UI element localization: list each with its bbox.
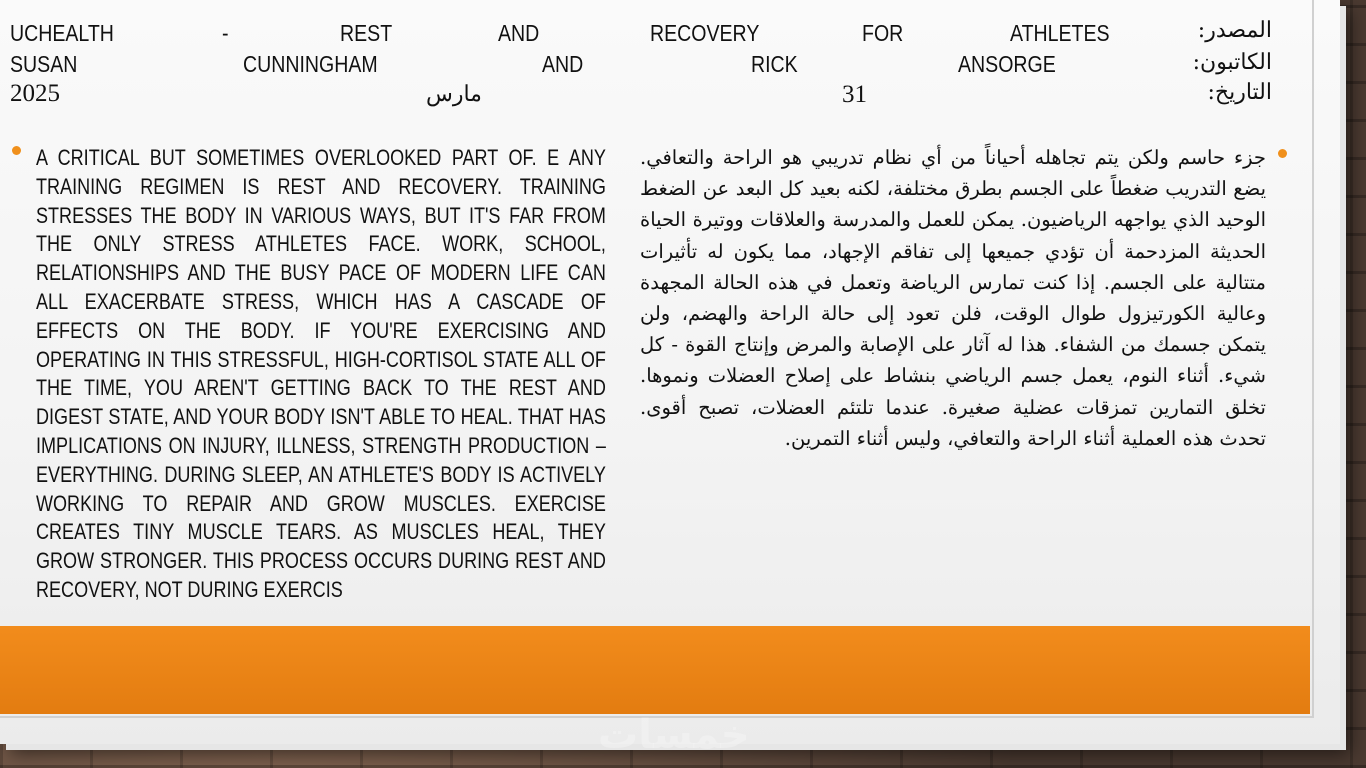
watermark-logo: خمسات (598, 712, 750, 758)
source-word: REST (340, 20, 393, 46)
source-word: - (222, 20, 229, 46)
author-word: CUNNINGHAM (243, 51, 378, 77)
date-day: 31 (842, 81, 867, 108)
english-text: A CRITICAL BUT SOMETIMES OVERLOOKED PART OF. E ANY TRAINING REGIMEN IS REST AND RECOVERY. TRAINING STRESSES THE BODY IN VARIOUS WAYS, BUT IT'S FAR FROM THE ONLY STRESS ATHLETES FACE. WORK, SCHOOL, RELATIONSHIPS AND THE BUSY PACE OF MODERN LIFE CAN ALL EXACERBATE STRESS, WHICH HAS A CASCADE OF EFFECTS ON THE BODY. IF YOU'RE EXERCISING AND OPERATING IN THIS STRESSFUL, HIGH-CORTISOL STATE ALL OF THE TIME, YOU AREN'T GETTING BACK TO THE REST AND DIGEST STATE, AND YOUR BODY ISN'T ABLE TO HEAL. THAT HAS IMPLICATIONS ON INJURY, ILLNESS, STRENGTH PRODUCTION – EVERYTHING. DURING SLEEP, AN ATHLETE'S BODY IS ACTIVELY WORKING TO REPAIR AND GROW MUSCLES. EXERCISE CREATES TINY MUSCLE TEARS. AS MUSCLES HEAL, THEY GROW STRONGER. THIS PROCESS OCCURS DURING REST AND RECOVERY, NOT DURING EXERCIS (36, 145, 606, 602)
source-word: RECOVERY (650, 20, 760, 46)
source-word: FOR (862, 20, 904, 46)
bullet-icon (1278, 149, 1287, 158)
orange-footer-band (0, 626, 1310, 714)
date-label: التاريخ: (1207, 80, 1272, 105)
author-word: RICK (751, 51, 798, 77)
author-word: ANSORGE (958, 51, 1056, 77)
source-label: المصدر: (1197, 18, 1272, 43)
source-word: UCHEALTH (10, 20, 114, 46)
author-word: AND (542, 51, 584, 77)
author-word: SUSAN (10, 51, 78, 77)
arabic-paragraph: جزء حاسم ولكن يتم تجاهله أحياناً من أي نظام تدريبي هو الراحة والتعافي. يضع التدريب ضغطاً على الجسم بطرق مختلفة، لكنه بعيد كل البعد عن الضغط الوحيد الذي يواجهه الرياضيون. يمكن للعمل والمدرسة والعلاقات ووتيرة الحياة الحديثة المزدحمة أن تؤدي جميعها إلى تفاقم الإجهاد، مما يكون له تأثيرات متتالية على الجسم. إذا كنت تمارس الرياضة وتعمل في هذه الحالة المجهدة وعالية الكورتيزول طوال الوقت، فلن تعود إلى حالة الراحة والهضم، ولن يتمكن جسمك من الشفاء. هذا له آثار على الإصابة والمرض وإنتاج القوة - كل شيء. أثناء النوم، يعمل جسم الرياضي بنشاط على إصلاح العضلات ونموها. تخلق التمارين تمزقات عضلية صغيرة. عندما تلتئم العضلات، تصبح أقوى. تحدث هذه العملية أثناء الراحة والتعافي، وليس أثناء التمرين. (640, 146, 1267, 450)
source-word: AND (498, 20, 540, 46)
authors-label: الكاتبون: (1192, 50, 1272, 75)
date-year: 2025 (10, 80, 60, 107)
date-month: مارس (426, 82, 482, 107)
bullet-icon (12, 146, 21, 155)
source-word: ATHLETES (1010, 20, 1110, 46)
english-paragraph (36, 144, 606, 605)
